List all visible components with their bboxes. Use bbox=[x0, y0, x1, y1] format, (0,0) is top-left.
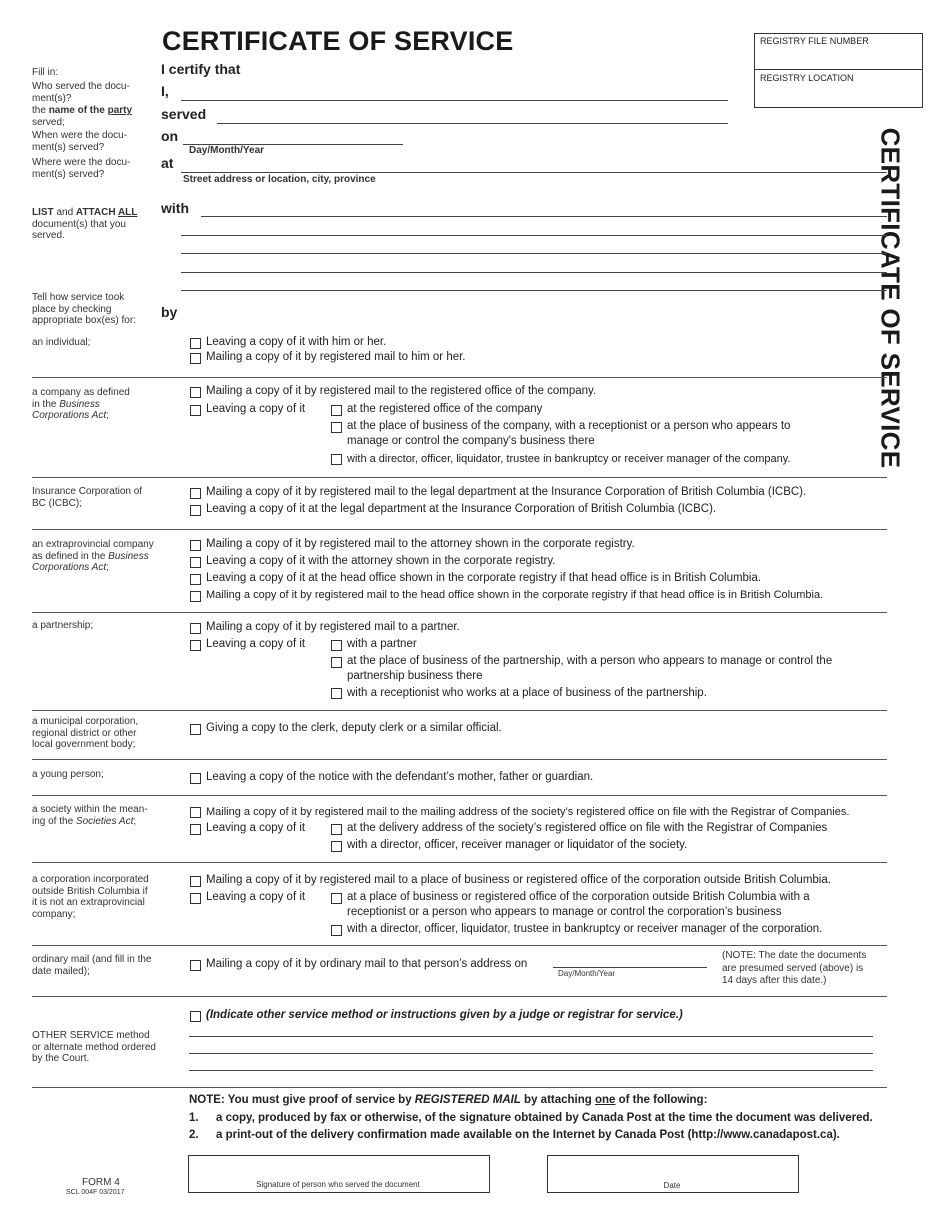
partnership-option: Mailing a copy of it by registered mail to a partner. bbox=[206, 621, 460, 633]
checkbox[interactable] bbox=[190, 557, 201, 568]
server-name-field[interactable] bbox=[181, 100, 728, 101]
other-service-line-2[interactable] bbox=[189, 1053, 873, 1054]
outside-bc-sub-option: at a place of business or registered office of the corporation outside British Columbia with a bbox=[347, 891, 810, 903]
checkbox[interactable] bbox=[331, 893, 342, 904]
individual-label: an individual; bbox=[32, 337, 91, 348]
divider bbox=[32, 1087, 887, 1088]
young-person-option: Leaving a copy of the notice with the defendant’s mother, father or guardian. bbox=[206, 771, 594, 783]
date-caption: Date bbox=[663, 1181, 681, 1190]
service-location-hint: Street address or location, city, province bbox=[183, 174, 376, 185]
outside-bc-option: Mailing a copy of it by registered mail to a place of business or registered office of the corporation outside British Columbia. bbox=[206, 874, 831, 886]
partnership-sub-option: with a partner bbox=[347, 638, 417, 650]
icbc-option: Leaving a copy of it at the legal department at the Insurance Corporation of British Columbia (ICBC). bbox=[206, 503, 717, 515]
checkbox[interactable] bbox=[190, 724, 201, 735]
municipal-option: Giving a copy to the clerk, deputy clerk or a similar official. bbox=[206, 722, 502, 734]
registry-file-number-label: REGISTRY FILE NUMBER bbox=[760, 36, 869, 46]
checkbox[interactable] bbox=[190, 773, 201, 784]
partnership-sub-option: at the place of business of the partnership, with a person who appears to manage or control the bbox=[347, 655, 833, 667]
registry-location-field[interactable] bbox=[755, 71, 922, 107]
society-sub-option: at the delivery address of the society’s registered office on file with the Registrar of Companies bbox=[347, 822, 828, 834]
checkbox[interactable] bbox=[190, 574, 201, 585]
checkbox[interactable] bbox=[331, 422, 342, 433]
other-service-line-3[interactable] bbox=[189, 1070, 873, 1071]
checkbox[interactable] bbox=[190, 353, 201, 364]
outside-bc-option: Leaving a copy of it bbox=[206, 891, 306, 903]
checkbox[interactable] bbox=[331, 405, 342, 416]
certify-label: I certify that bbox=[161, 61, 241, 77]
at-label: at bbox=[161, 155, 174, 171]
registry-box bbox=[754, 33, 923, 108]
company-option: Leaving a copy of it bbox=[206, 403, 306, 415]
list-attach-hint: LIST and ATTACH ALL document(s) that you served. bbox=[32, 207, 138, 241]
registry-location-label: REGISTRY LOCATION bbox=[760, 73, 854, 83]
divider bbox=[32, 862, 887, 863]
date-mailed-hint: Day/Month/Year bbox=[558, 969, 616, 978]
form-code: SCL 004F 03/2017 bbox=[66, 1189, 125, 1196]
vertical-title: CERTIFICATE OF SERVICE bbox=[875, 127, 906, 469]
documents-line-4[interactable] bbox=[181, 272, 887, 273]
divider bbox=[32, 795, 887, 796]
checkbox[interactable] bbox=[331, 640, 342, 651]
divider bbox=[32, 945, 887, 946]
checkbox[interactable] bbox=[190, 623, 201, 634]
society-sub-option: with a director, officer, receiver manager or liquidator of the society. bbox=[347, 839, 688, 851]
checkbox[interactable] bbox=[190, 876, 201, 887]
checkbox[interactable] bbox=[331, 454, 342, 465]
documents-line-1[interactable] bbox=[201, 216, 887, 217]
checkbox[interactable] bbox=[190, 591, 201, 602]
service-location-field[interactable] bbox=[181, 172, 887, 173]
extraprovincial-option: Mailing a copy of it by registered mail to the attorney shown in the corporate registry. bbox=[206, 538, 635, 550]
partnership-sub-option-cont: partnership business there bbox=[347, 670, 483, 682]
municipal-label: a municipal corporation, regional district or other local government body; bbox=[32, 716, 139, 750]
checkbox[interactable] bbox=[190, 807, 201, 818]
where-hint: Where were the docu- ment(s) served? bbox=[32, 157, 131, 180]
proof-item: 1. a copy, produced by fax or otherwise, of the signature obtained by Canada Post at the time the document was delivered. bbox=[189, 1112, 873, 1124]
checkbox[interactable] bbox=[331, 841, 342, 852]
society-option: Mailing a copy of it by registered mail to the mailing address of the society’s registered office on file with the Registrar of Companies. bbox=[206, 806, 850, 818]
other-service-option: (Indicate other service method or instructions given by a judge or registrar for service.) bbox=[206, 1009, 683, 1021]
checkbox[interactable] bbox=[190, 505, 201, 516]
society-label: a society within the mean- ing of the Societies Act; bbox=[32, 804, 148, 827]
service-date-hint: Day/Month/Year bbox=[189, 145, 265, 156]
extraprovincial-label: an extraprovincial company as defined in the Business Corporations Act; bbox=[32, 539, 154, 573]
divider bbox=[32, 477, 887, 478]
divider bbox=[32, 759, 887, 760]
proof-note: NOTE: You must give proof of service by REGISTERED MAIL by attaching one of the following: bbox=[189, 1094, 708, 1106]
partnership-label: a partnership; bbox=[32, 620, 94, 631]
checkbox[interactable] bbox=[331, 657, 342, 668]
checkbox[interactable] bbox=[190, 540, 201, 551]
icbc-label: Insurance Corporation of BC (ICBC); bbox=[32, 486, 143, 509]
registry-file-number-field[interactable] bbox=[755, 34, 922, 70]
documents-line-2[interactable] bbox=[181, 235, 887, 236]
on-label: on bbox=[161, 128, 179, 144]
divider bbox=[32, 377, 887, 378]
divider bbox=[32, 996, 887, 997]
company-option: Mailing a copy of it by registered mail to the registered office of the company. bbox=[206, 385, 597, 397]
checkbox[interactable] bbox=[190, 338, 201, 349]
fill-in-label: Fill in: bbox=[32, 67, 59, 78]
party-name-field[interactable] bbox=[217, 123, 728, 124]
documents-line-3[interactable] bbox=[181, 253, 887, 254]
tell-how-hint: Tell how service took place by checking appropriate box(es) for: bbox=[32, 292, 136, 326]
checkbox[interactable] bbox=[190, 960, 201, 971]
i-label: I, bbox=[161, 83, 169, 99]
when-hint: When were the docu- ment(s) served? bbox=[32, 130, 128, 153]
ordinary-mail-label: ordinary mail (and fill in the date mailed); bbox=[32, 954, 152, 977]
icbc-option: Mailing a copy of it by registered mail to the legal department at the Insurance Corporation of British Columbia (ICBC). bbox=[206, 486, 807, 498]
checkbox[interactable] bbox=[331, 688, 342, 699]
individual-option: Leaving a copy of it with him or her. bbox=[206, 336, 387, 348]
company-sub-option: at the place of business of the company, with a receptionist or a person who appears to bbox=[347, 420, 791, 432]
by-label: by bbox=[161, 304, 178, 320]
served-label: served bbox=[161, 106, 207, 122]
company-sub-option-cont: manage or control the company's business there bbox=[347, 435, 595, 447]
proof-item: 2. a print-out of the delivery confirmation made available on the Internet by Canada Post (http://www.canadapost.ca). bbox=[189, 1129, 840, 1141]
checkbox[interactable] bbox=[190, 1011, 201, 1022]
checkbox[interactable] bbox=[190, 405, 201, 416]
checkbox[interactable] bbox=[331, 824, 342, 835]
checkbox[interactable] bbox=[190, 893, 201, 904]
outside-bc-sub-option: with a director, officer, liquidator, trustee in bankruptcy or receiver manager of the corporation. bbox=[347, 923, 823, 935]
young-person-label: a young person; bbox=[32, 769, 104, 780]
ordinary-mail-note: (NOTE: The date the documents are presumed served (above) is 14 days after this date.) bbox=[722, 950, 867, 986]
outside-bc-sub-option-cont: receptionist or a person who appears to manage or control the corporation’s business bbox=[347, 906, 782, 918]
partnership-sub-option: with a receptionist who works at a place of business of the partnership. bbox=[347, 687, 707, 699]
checkbox[interactable] bbox=[190, 488, 201, 499]
outside-bc-label: a corporation incorporated outside British Columbia if it is not an extraprovincial company; bbox=[32, 874, 149, 920]
documents-line-5[interactable] bbox=[181, 290, 887, 291]
company-sub-option: at the registered office of the company bbox=[347, 403, 543, 415]
signature-caption: Signature of person who served the document bbox=[256, 1180, 420, 1189]
divider bbox=[32, 612, 887, 613]
date-mailed-field[interactable] bbox=[553, 967, 707, 968]
company-label: a company as defined in the Business Corporations Act; bbox=[32, 387, 130, 421]
society-option: Leaving a copy of it bbox=[206, 822, 306, 834]
checkbox[interactable] bbox=[190, 824, 201, 835]
with-label: with bbox=[161, 200, 189, 216]
checkbox[interactable] bbox=[190, 640, 201, 651]
checkbox[interactable] bbox=[190, 387, 201, 398]
partnership-option: Leaving a copy of it bbox=[206, 638, 306, 650]
extraprovincial-option: Leaving a copy of it at the head office shown in the corporate registry if that head office is in British Columbia. bbox=[206, 572, 762, 584]
ordinary-mail-option: Mailing a copy of it by ordinary mail to that person’s address on bbox=[206, 958, 528, 970]
form-number: FORM 4 bbox=[82, 1177, 120, 1188]
party-hint: the name of the party served; bbox=[32, 105, 133, 128]
other-service-line-1[interactable] bbox=[189, 1036, 873, 1037]
page-title: CERTIFICATE OF SERVICE bbox=[162, 26, 514, 56]
who-served-hint: Who served the docu- ment(s)? bbox=[32, 81, 130, 104]
divider bbox=[32, 710, 887, 711]
other-service-label: OTHER SERVICE method or alternate method ordered by the Court. bbox=[32, 1030, 156, 1064]
extraprovincial-option: Mailing a copy of it by registered mail to the head office shown in the corporate registry if that head office is in British Columbia. bbox=[206, 589, 824, 601]
company-sub-option: with a director, officer, liquidator, trustee in bankruptcy or receiver manager of the company. bbox=[347, 453, 791, 465]
divider bbox=[32, 529, 887, 530]
checkbox[interactable] bbox=[331, 925, 342, 936]
extraprovincial-option: Leaving a copy of it with the attorney shown in the corporate registry. bbox=[206, 555, 556, 567]
individual-option: Mailing a copy of it by registered mail to him or her. bbox=[206, 351, 466, 363]
